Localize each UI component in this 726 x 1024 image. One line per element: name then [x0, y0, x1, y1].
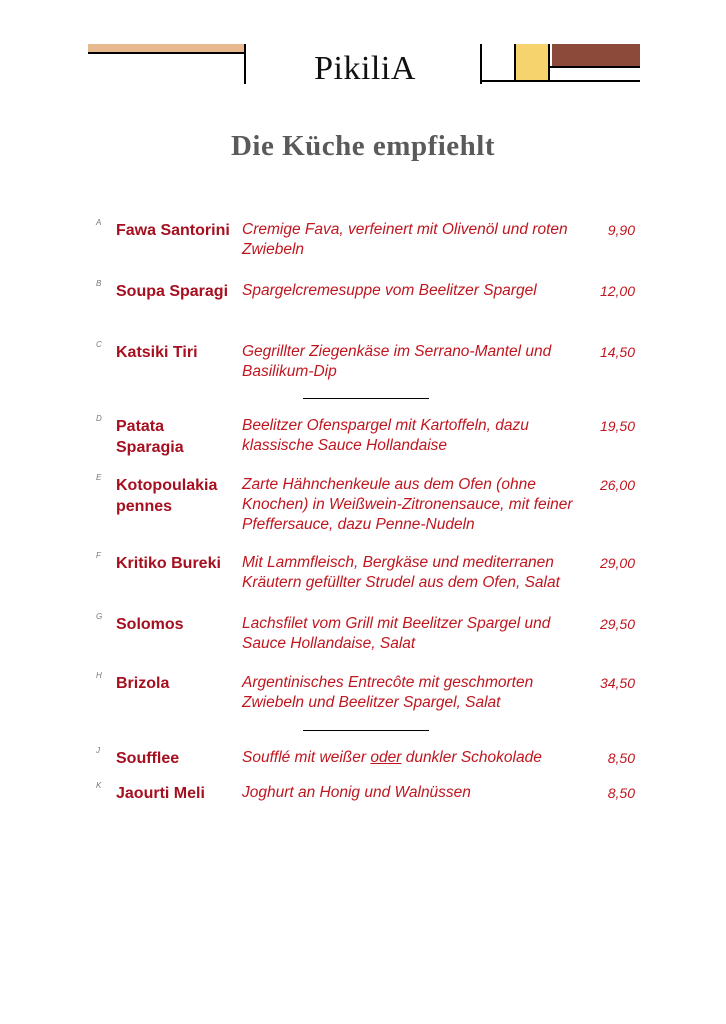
item-price: 29,50 [599, 616, 635, 632]
item-price: 34,50 [599, 675, 635, 691]
desc-part: dunkler Schokolade [401, 749, 542, 766]
item-price: 12,00 [599, 283, 635, 299]
item-price: 26,00 [599, 477, 635, 493]
item-letter: F [96, 551, 101, 560]
item-letter: E [96, 473, 102, 482]
section-divider [303, 730, 429, 731]
item-price: 14,50 [599, 344, 635, 360]
item-description: Joghurt an Honig und Walnüssen [242, 784, 471, 801]
item-letter: D [96, 414, 102, 423]
item-description: Gegrillter Ziegenkäse im Serrano-Mantel und Basilikum-Dip [242, 343, 552, 380]
item-name: Kritiko Bureki [116, 555, 221, 572]
item-letter: H [96, 671, 102, 680]
item-description: Spargelcremesuppe vom Beelitzer Spargel [242, 282, 537, 299]
item-price: 29,00 [599, 555, 635, 571]
desc-part: Soufflé mit weißer [242, 749, 371, 766]
item-price: 9,90 [607, 222, 635, 238]
item-name: Katsiki Tiri [116, 344, 198, 361]
item-name: Patata Sparagia [116, 418, 184, 456]
item-name: Solomos [116, 616, 184, 633]
item-letter: J [96, 746, 100, 755]
item-name: Fawa Santorini [116, 222, 230, 239]
item-letter: B [96, 279, 102, 288]
item-name: Soupa Sparagi [116, 283, 229, 300]
item-description [242, 748, 592, 768]
item-description: Zarte Hähnchenkeule aus dem Ofen (ohne Knochen) in Weißwein-Zitronensauce, mit feiner Pfeffersauce, dazu Penne-Nudeln [242, 476, 573, 533]
item-name: Jaourti Meli [116, 785, 205, 802]
item-description: Lachsfilet vom Grill mit Beelitzer Spargel und Sauce Hollandaise, Salat [242, 615, 551, 652]
item-name: Soufflee [116, 750, 180, 767]
item-letter: A [96, 218, 102, 227]
item-letter: K [96, 781, 102, 790]
item-price: 8,50 [607, 785, 635, 801]
item-price: 8,50 [607, 750, 635, 766]
restaurant-logo: PikiliA [314, 50, 416, 87]
item-price: 19,50 [599, 418, 635, 434]
item-name: Kotopoulakia pennes [116, 477, 218, 515]
section-divider [303, 398, 429, 399]
item-letter: C [96, 340, 102, 349]
page-title: Die Küche empfiehlt [230, 130, 495, 162]
desc-underlined-word: oder [370, 749, 402, 766]
item-description: Cremige Fava, verfeinert mit Olivenöl und roten Zwiebeln [242, 221, 568, 258]
item-description: Beelitzer Ofenspargel mit Kartoffeln, dazu klassische Sauce Hollandaise [242, 417, 529, 454]
item-description: Mit Lammfleisch, Bergkäse und mediterranen Kräutern gefüllter Strudel aus dem Ofen, Salat [242, 554, 560, 591]
item-letter: G [96, 612, 103, 621]
item-description: Argentinisches Entrecôte mit geschmorten Zwiebeln und Beelitzer Spargel, Salat [242, 674, 534, 711]
item-name: Brizola [116, 675, 170, 692]
